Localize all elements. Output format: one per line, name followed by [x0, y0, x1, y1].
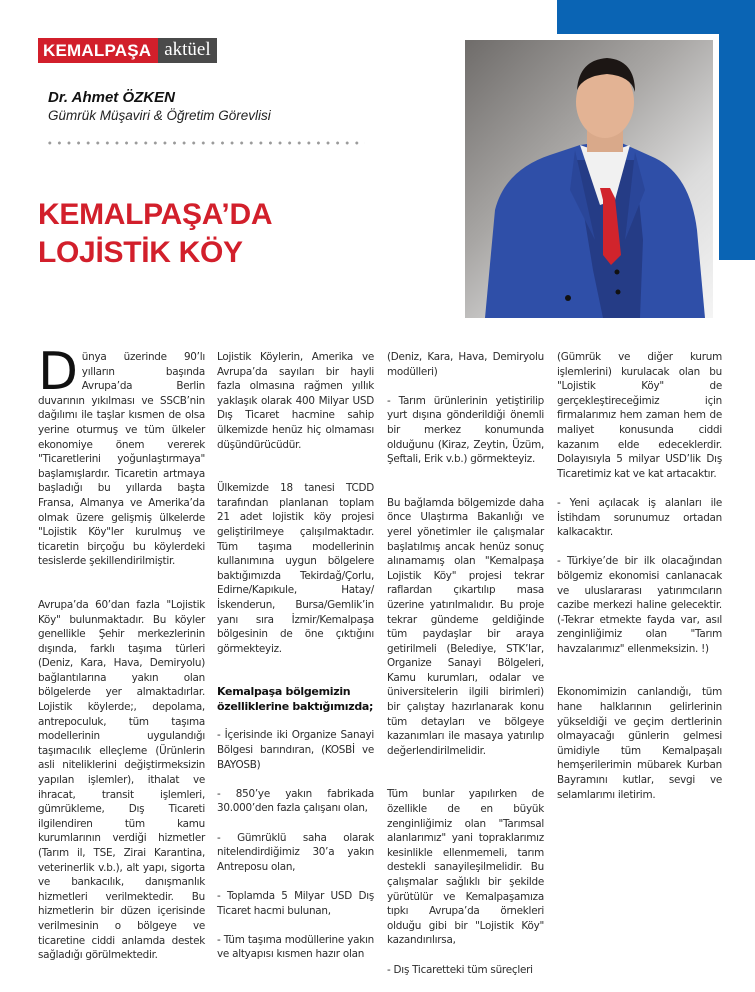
- bullet-item: - 850’ye yakın fabrikada 30.000’den fazla çalışanı olan,: [217, 787, 374, 815]
- article-title-line-2: LOJİSTİK KÖY: [38, 236, 243, 269]
- paragraph: (Gümrük ve diğer kurum işlemlerini) kurulacak olan bu "Lojistik Köy" de gerçekleştireceğimiz için firmalarımız hem zaman hem de maliyet konusunda ciddi kazanım elde edeceklerdir. Dolayısıyla 5 milyar USD’lik Dış Ticaretimiz kat ve kat artacaktır.: [557, 351, 722, 480]
- brand-secondary: aktüel: [158, 38, 216, 63]
- paragraph: Tüm bunlar yapılırken de özellikle de en büyük zenginliğimiz olan "Tarımsal alanlarımız" yani topraklarımız kesinlikle ellenmemeli, tarım destekli sanayileşilmelidir. Bu çalışmalar sağlıklı bir şekilde yürütülür ve Kemalpaşamıza tıpkı Avrupa’da örnekleri olduğu gibi bir "Lojistik Köy" kazandırılırsa,: [387, 788, 544, 947]
- paragraph: Lojistik Köylerin, Amerika ve Avrupa’da sayıları bir hayli fazla olmasına rağmen yıllık yaklaşık olarak 400 Milyar USD Dış Ticaret hacmine sahip ülkemizde henüz hiç olmaması düşündürücüdür.: [217, 351, 374, 451]
- paragraph: - Yeni açılacak iş alanları ile İstihdam sorunumuz ortadan kalkacaktır.: [557, 496, 722, 539]
- author-name: Dr. Ahmet ÖZKEN: [48, 89, 175, 106]
- drop-cap: D: [38, 342, 78, 402]
- paragraph: - Türkiye’de bir ilk olacağından bölgemiz ekonomisi canlanacak ve uluslararası yatırımcıların cazibe merkezi haline gelecektir. (-Tekrar etmekte fayda var, asıl zenginliğimiz olan "Tarım havzalarımız" ellenmeksizin. !): [557, 555, 722, 655]
- author-portrait-icon: [465, 40, 713, 318]
- article-column-3: [387, 350, 544, 992]
- author-portrait-photo: [465, 40, 713, 318]
- dotted-divider: [45, 140, 365, 146]
- paragraph: Avrupa’da 60’dan fazla "Lojistik Köy" bulunmaktadır. Bu köyler genellikle Şehir merkezlerinin dışında, farklı taşıma türleri (Deniz, Kara, Hava, Demiryolu) bağlantılarına yakın olan bölgelerde yer almaktadırlar. Lojistik köylerde;, depolama, antrepoculuk, tüm taşıma modellerinin uygulandığı taşımacılık elleçleme (Ürünlerin asli niteliklerini değiştirmeksizin yapılan işlemler), ithalat ve ihracat, transit işlemleri, gümrükleme, Dış Ticareti ilgilendiren tüm kamu kurumlarının verdiği hizmetler (Tarım il, TSE, Zirai Karantina, veterinerlik v.b.), alt yapı, sigorta ve bankacılık, danışmanlık hizmetleri verilmektedir. Bu hizmetlerin bir düzen içerisinde verilmesinin o bölgeye ve ticaretine ciddi anlamda destek sağladığı görülmektedir.: [38, 598, 205, 962]
- paragraph: Ekonomimizin canlandığı, tüm hane halklarının gelirlerinin yükseldiği ve geçim dertlerinin olmayacağı günlerin gelmesi ümidiyle tüm Kemalpaşalı hemşerilerimin mübarek Kurban Bayramını kutlar, sevgi ve selamlarımı iletirim.: [557, 686, 722, 801]
- section-subheading: Kemalpaşa bölgemizin özelliklerine baktığımızda;: [217, 685, 374, 713]
- article-column-2: [217, 350, 374, 977]
- paragraph: Dünya üzerinde 90’lı yılların başında Avrupa’da Berlin duvarının yıkılması ve SSCB’nin dağılımı ile taşlar kısmen de olsa yerine oturmuş ve tüm ülkeler ekonomiye önem vererek "Ticaretlerini yoğunlaştırmaya" başlamışlardır. Ticaretin artmaya başladığı bu yıllarda başta Fransa, Almanya ve Amerika’da olmak üzere gelişmiş ülkelerde "Lojistik Köy"ler kurulmuş ve ticaretin birçoğu bu köylerdeki tesislerde şekillendirilmiştir.: [38, 342, 205, 568]
- blue-decorative-bar-right: [719, 0, 755, 260]
- paragraph: - Tarım ürünlerinin yetiştirilip yurt dışına gönderildiği önemli bir merkez konumunda olduğunu (Kiraz, Zeytin, Üzüm, Şeftali, Erik v.b.) görmekteyiz.: [387, 394, 544, 466]
- bullet-item: - Tüm taşıma modüllerine yakın ve altyapısı kısmen hazır olan: [217, 933, 374, 961]
- magazine-brand-badge: [38, 38, 217, 63]
- bullet-item: - İçerisinde iki Organize Sanayi Bölgesi barındıran, (KOSBİ ve BAYOSB): [217, 729, 374, 771]
- paragraph: Ülkemizde 18 tanesi TCDD tarafından planlanan toplam 21 adet lojistik köy projesi geliştirilmeye çalışılmaktadır. Tüm taşıma modellerinin kullanımına uygun bölgelere baktığımızda Tekirdağ/Çorlu, Edirne/Kapıkule, Hatay/İskenderun, Bursa/Gemlik’in yanı sıra İzmir/Kemalpaşa bölgesinin de öne çıktığını görmekteyiz.: [217, 482, 374, 655]
- article-column-4: [557, 350, 722, 817]
- article-column-1: [38, 342, 205, 977]
- article-title-line-1: KEMALPAŞA’DA: [38, 198, 273, 231]
- paragraph: (Deniz, Kara, Hava, Demiryolu modülleri): [387, 351, 544, 378]
- paragraph: Bu bağlamda bölgemizde daha önce Ulaştırma Bakanlığı ve yerel yönetimler ile çalışmalar başlatılmış ancak henüz sonuç alınamamış olan "Kemalpaşa Lojistik Köy" projesi tekrar raflardan çıkartılıp masa üzerine yatırılmalıdır. Bu proje tekrar gündeme geldiğinde tüm paydaşlar bir araya getirilmeli (Belediye, STK’lar, Organize Sanayi Bölgeleri, Kamu kurumları, odalar ve üniversitelerin ilgili birimleri) bir çalıştay hazırlanarak konu tüm detayları ve bölgeye kazanımları ile masaya yatırılıp değerlendirilmelidir.: [387, 496, 544, 757]
- brand-primary: KEMALPAŞA: [38, 38, 158, 63]
- author-byline: [48, 89, 271, 125]
- bullet-item: - Gümrüklü saha olarak nitelendirdiğimiz 30’a yakın Antreposu olan,: [217, 831, 374, 873]
- bullet-item: - Toplamda 5 Milyar USD Dış Ticaret hacmi bulunan,: [217, 890, 374, 917]
- article-title: [38, 196, 272, 272]
- paragraph: - Dış Ticaretteki tüm süreçleri: [387, 963, 533, 976]
- author-role: Gümrük Müşaviri & Öğretim Görevlisi: [48, 108, 271, 123]
